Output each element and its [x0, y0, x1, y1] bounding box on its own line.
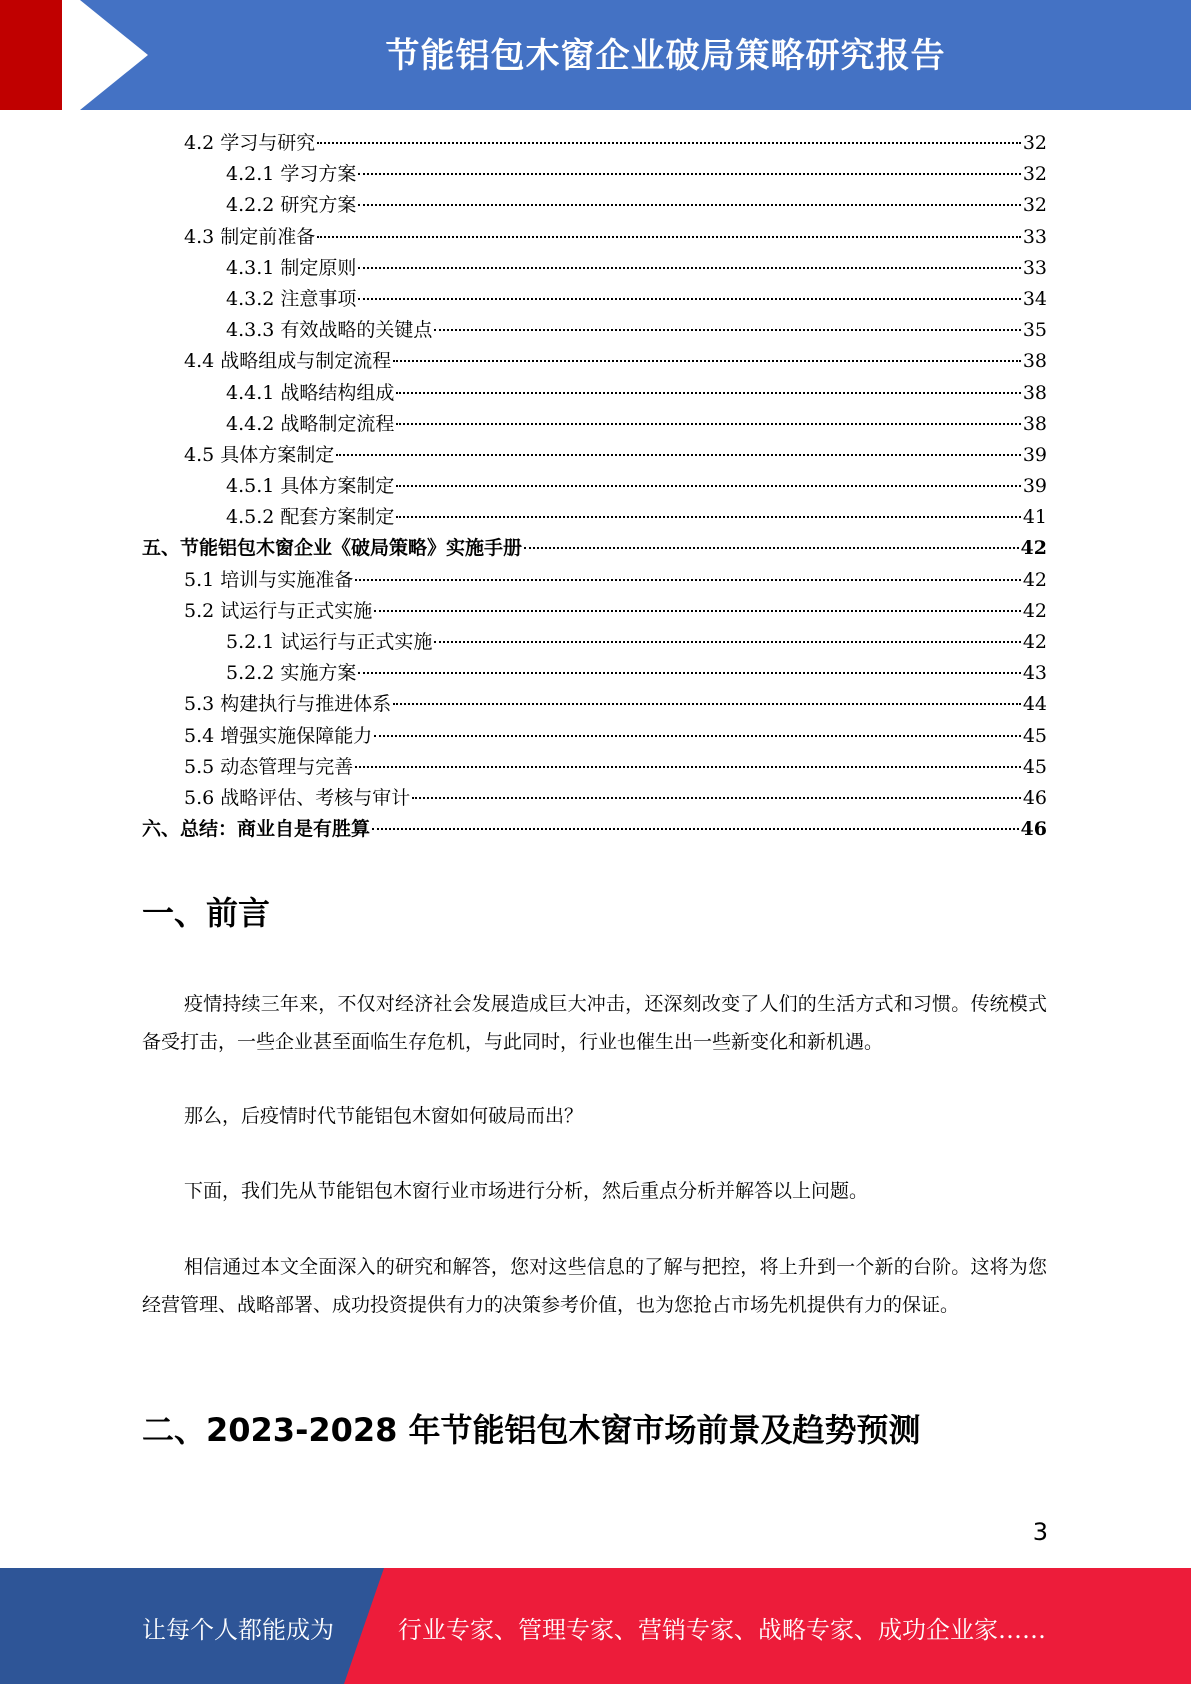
toc-entry-label: 4.3.3 有效战略的关键点 — [226, 319, 433, 342]
footer-slogan-right: 行业专家、管理专家、营销专家、战略专家、成功企业家…… — [398, 1616, 1046, 1644]
toc-entry-label: 5.1 培训与实施准备 — [184, 568, 354, 591]
toc-entry[interactable] — [142, 190, 1047, 221]
preface-paragraph-3: 下面，我们先从节能铝包木窗行业市场进行分析，然后重点分析并解答以上问题。 — [184, 1180, 869, 1202]
toc-entry-label: 4.5 具体方案制定 — [184, 443, 335, 466]
toc-entry-page: 42 — [1020, 537, 1047, 560]
toc-entry-label: 4.2.1 学习方案 — [226, 163, 357, 186]
toc-entry-label: 5.4 增强实施保障能力 — [184, 724, 373, 747]
header-red-chevron — [0, 0, 200, 110]
toc-dot-leader — [434, 329, 1020, 331]
page-footer — [0, 1568, 1191, 1684]
toc-entry-page: 32 — [1022, 194, 1047, 217]
toc-dot-leader — [355, 579, 1021, 581]
toc-entry-label: 4.4 战略组成与制定流程 — [184, 350, 392, 373]
toc-dot-leader — [358, 173, 1020, 175]
toc-entry-label: 五、节能铝包木窗企业《破局策略》实施手册 — [142, 537, 523, 560]
toc-entry[interactable] — [142, 440, 1047, 471]
toc-entry[interactable] — [142, 284, 1047, 315]
toc-entry[interactable] — [142, 658, 1047, 689]
preface-paragraph-4: 相信通过本文全面深入的研究和解答，您对这些信息的了解与把控，将上升到一个新的台阶。这将为您经营管理、战略部署、成功投资提供有力的决策参考价值，也为您抢占市场先机提供有力的保证。 — [142, 1256, 1047, 1316]
toc-dot-leader — [317, 142, 1021, 144]
toc-dot-leader — [396, 392, 1020, 394]
toc-dot-leader — [396, 423, 1020, 425]
toc-dot-leader — [374, 610, 1021, 612]
toc-entry-label: 4.4.1 战略结构组成 — [226, 381, 395, 404]
toc-dot-leader — [358, 298, 1020, 300]
toc-entry-page: 45 — [1022, 724, 1047, 747]
toc-entry-label: 5.3 构建执行与推进体系 — [184, 693, 392, 716]
toc-entry-page: 42 — [1022, 568, 1047, 591]
toc-entry[interactable] — [142, 752, 1047, 783]
toc-entry-page: 42 — [1022, 631, 1047, 653]
toc-entry-page: 33 — [1022, 225, 1047, 248]
toc-entry-page: 44 — [1022, 693, 1047, 716]
toc-dot-leader — [374, 735, 1021, 737]
toc-entry[interactable] — [142, 346, 1047, 377]
toc-entry[interactable] — [142, 471, 1047, 502]
toc-dot-leader — [396, 516, 1020, 518]
toc-entry[interactable] — [142, 253, 1047, 284]
toc-entry[interactable] — [142, 721, 1047, 752]
toc-entry-label: 4.3.2 注意事项 — [226, 287, 357, 310]
toc-dot-leader — [412, 797, 1021, 799]
toc-entry[interactable] — [142, 689, 1047, 720]
toc-entry-label: 4.2.2 研究方案 — [226, 194, 357, 217]
table-of-contents — [142, 128, 1047, 845]
toc-entry-page: 34 — [1022, 287, 1047, 310]
toc-entry-label: 4.5.1 具体方案制定 — [226, 475, 395, 498]
toc-dot-leader — [358, 267, 1020, 269]
toc-entry[interactable] — [142, 409, 1047, 440]
toc-entry-label: 5.2.2 实施方案 — [226, 662, 357, 685]
toc-entry-label: 4.3.1 制定原则 — [226, 256, 357, 279]
toc-dot-leader — [372, 828, 1019, 830]
toc-entry-page: 46 — [1022, 786, 1047, 809]
toc-dot-leader — [396, 485, 1020, 487]
toc-entry[interactable] — [142, 596, 1047, 627]
toc-dot-leader — [393, 360, 1021, 362]
toc-entry-label: 4.2 学习与研究 — [184, 132, 316, 154]
section-heading-preface: 一、前言 — [142, 894, 271, 932]
toc-entry[interactable] — [142, 222, 1047, 253]
toc-entry-page: 42 — [1022, 599, 1047, 622]
page-header — [0, 0, 1191, 110]
toc-dot-leader — [358, 204, 1020, 206]
toc-entry-page: 39 — [1022, 475, 1047, 498]
toc-entry-label: 六、总结：商业自是有胜算 — [142, 818, 371, 841]
toc-entry-page: 35 — [1022, 319, 1047, 342]
toc-entry-page: 32 — [1022, 163, 1047, 186]
toc-entry-page: 43 — [1022, 662, 1047, 685]
toc-entry-page: 45 — [1022, 755, 1047, 778]
toc-entry-label: 5.2 试运行与正式实施 — [184, 599, 373, 622]
toc-entry[interactable] — [142, 533, 1047, 564]
toc-entry-page: 38 — [1022, 412, 1047, 435]
header-title: 节能铝包木窗企业破局策略研究报告 — [385, 36, 946, 76]
preface-paragraph-2: 那么，后疫情时代节能铝包木窗如何破局而出？ — [184, 1105, 584, 1127]
toc-entry-page: 33 — [1022, 256, 1047, 279]
toc-entry-label: 5.5 动态管理与完善 — [184, 755, 354, 778]
toc-entry-page: 38 — [1022, 350, 1047, 373]
toc-dot-leader — [393, 703, 1021, 705]
toc-dot-leader — [317, 236, 1021, 238]
toc-entry-page: 46 — [1020, 818, 1047, 841]
section-heading-market-forecast: 二、2023-2028 年节能铝包木窗市场前景及趋势预测 — [142, 1411, 921, 1449]
toc-entry-label: 4.3 制定前准备 — [184, 225, 316, 248]
toc-dot-leader — [355, 766, 1021, 768]
toc-entry-label: 4.4.2 战略制定流程 — [226, 412, 395, 435]
preface-paragraph-1: 疫情持续三年来，不仅对经济社会发展造成巨大冲击，还深刻改变了人们的生活方式和习惯。传统模式备受打击，一些企业甚至面临生存危机，与此同时，行业也催生出一些新变化和新机遇。 — [142, 993, 1047, 1053]
toc-dot-leader — [524, 547, 1019, 549]
toc-entry[interactable] — [142, 315, 1047, 346]
footer-slogan-left: 让每个人都能成为 — [142, 1616, 334, 1644]
toc-dot-leader — [336, 454, 1021, 456]
toc-entry[interactable] — [142, 378, 1047, 409]
toc-entry[interactable] — [142, 159, 1047, 190]
toc-entry-label: 4.5.2 配套方案制定 — [226, 506, 395, 529]
toc-entry-label: 5.6 战略评估、考核与审计 — [184, 786, 411, 809]
toc-entry[interactable] — [142, 128, 1047, 159]
toc-entry[interactable] — [142, 627, 1047, 658]
toc-entry-page: 32 — [1022, 132, 1047, 154]
toc-dot-leader — [358, 672, 1020, 674]
toc-dot-leader — [434, 641, 1020, 643]
toc-entry[interactable] — [142, 783, 1047, 814]
toc-entry[interactable] — [142, 502, 1047, 533]
toc-entry-page: 39 — [1022, 443, 1047, 466]
toc-entry-label: 5.2.1 试运行与正式实施 — [226, 631, 433, 653]
page-number: 3 — [1032, 1518, 1048, 1546]
toc-entry-page: 38 — [1022, 381, 1047, 404]
toc-entry[interactable] — [142, 814, 1047, 845]
toc-entry-page: 41 — [1022, 506, 1047, 529]
toc-entry[interactable] — [142, 565, 1047, 596]
